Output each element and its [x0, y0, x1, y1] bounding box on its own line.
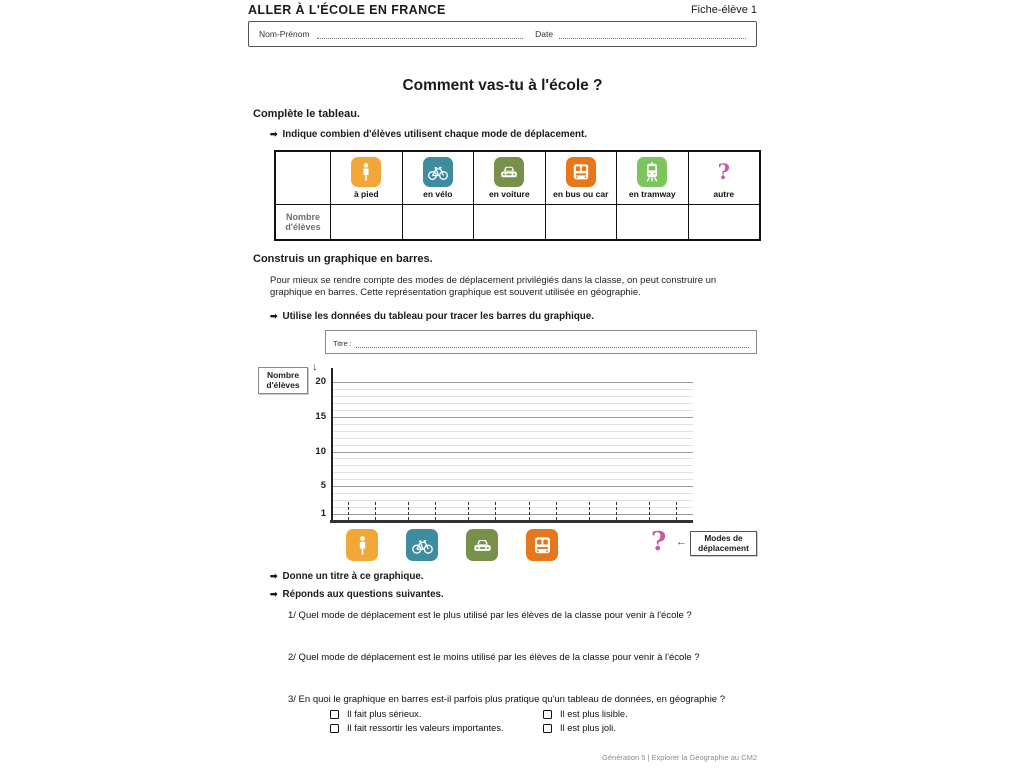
x-axis-line — [330, 520, 693, 523]
arrow-bullet-icon: ➡ — [270, 571, 278, 581]
footer-credit: Génération 5 | Explorer la Géographie au CM2 — [602, 753, 757, 762]
checkbox-icon[interactable] — [543, 724, 552, 733]
mode-label-autre: autre — [713, 189, 735, 199]
chart-bicycle-icon — [406, 529, 438, 561]
questions-bullet — [270, 589, 444, 600]
y-axis-line — [331, 368, 333, 522]
y-tick-5: 5 — [320, 480, 326, 491]
chart-instruction-text: Utilise les données du tableau pour tracer les barres du graphique. — [282, 311, 594, 322]
title-bullet — [270, 571, 424, 582]
table-header-tramway — [616, 152, 688, 204]
q3-option-label: Il est plus lisible. — [560, 709, 628, 719]
y-tick-15: 15 — [315, 411, 326, 422]
page-title: Comment vas-tu à l'école ? — [402, 77, 603, 94]
q3-option-serieux — [330, 709, 421, 719]
question-mark-icon: ? — [717, 159, 730, 184]
left-arrow-icon: ← — [676, 536, 687, 548]
sheet-label: Fiche-élève 1 — [690, 4, 757, 16]
y-axis-label-box: Nombre d'élèves — [258, 367, 308, 394]
chart-title-box[interactable] — [325, 330, 757, 354]
q3-option-valeurs — [330, 723, 504, 733]
mode-label-tramway: en tramway — [628, 189, 676, 199]
name-date-box — [248, 21, 757, 47]
bus-icon — [566, 157, 596, 187]
table-header-velo — [402, 152, 474, 204]
question-1: 1/ Quel mode de déplacement est le plus utilisé par les élèves de la classe pour venir à l'école ? — [288, 610, 692, 621]
date-label: Date — [535, 29, 554, 39]
chart-instruction — [270, 311, 594, 322]
y-tick-1: 1 — [320, 508, 326, 519]
checkbox-icon[interactable] — [330, 724, 339, 733]
y-tick-10: 10 — [315, 446, 326, 457]
arrow-bullet-icon: ➡ — [270, 311, 278, 321]
table-header-bus — [545, 152, 617, 204]
x-axis-label-box: Modes de déplacement — [690, 531, 757, 556]
arrow-bullet-icon: ➡ — [270, 589, 278, 599]
table-value-cell-bus[interactable] — [545, 204, 617, 239]
date-input-line[interactable] — [559, 29, 746, 39]
table-value-cell-voiture[interactable] — [473, 204, 545, 239]
question-3: 3/ En quoi le graphique en barres est-il parfois plus pratique qu'un tableau de données, en géographie ? — [288, 694, 726, 705]
chart-car-icon — [466, 529, 498, 561]
table-value-cell-apied[interactable] — [330, 204, 402, 239]
q3-option-label: Il est plus joli. — [560, 723, 616, 733]
car-icon — [494, 157, 524, 187]
table-corner-cell — [276, 152, 330, 204]
chart-bus-icon — [526, 529, 558, 561]
chart-explanation: Pour mieux se rendre compte des modes de déplacement privilégiés dans la classe, on peut construire un graphique en barres. Cette représentation graphique est souvent utilisée en géographie. — [270, 275, 717, 298]
table-header-voiture — [473, 152, 545, 204]
section-table-heading: Complète le tableau. — [253, 108, 360, 120]
table-value-cell-velo[interactable] — [402, 204, 474, 239]
mode-label-apied: à pied — [353, 189, 379, 199]
y-tick-20: 20 — [315, 376, 326, 387]
course-title: ALLER À L'ÉCOLE EN FRANCE — [248, 3, 446, 17]
titre-input-line[interactable] — [356, 338, 749, 348]
q3-option-lisible — [543, 709, 628, 719]
checkbox-icon[interactable] — [543, 710, 552, 719]
questions-bullet-text: Réponds aux questions suivantes. — [282, 589, 444, 600]
name-label: Nom-Prénom — [259, 29, 310, 39]
tram-icon — [637, 157, 667, 187]
q3-option-label: Il fait ressortir les valeurs importantes. — [347, 723, 504, 733]
chart-pedestrian-icon — [346, 529, 378, 561]
titre-label: Titre : — [333, 339, 352, 348]
table-header-row — [276, 152, 759, 204]
pedestrian-icon — [351, 157, 381, 187]
mode-label-voiture: en voiture — [488, 189, 530, 199]
row-label-nombre-eleves: Nombre d'élèves — [276, 204, 330, 239]
arrow-bullet-icon: ➡ — [270, 129, 278, 139]
title-bullet-text: Donne un titre à ce graphique. — [282, 571, 424, 582]
chart-question-mark-icon: ? — [651, 527, 667, 557]
mode-label-velo: en vélo — [423, 189, 453, 199]
q3-option-label: Il fait plus sérieux. — [347, 709, 422, 719]
q3-option-joli — [543, 723, 616, 733]
question-2: 2/ Quel mode de déplacement est le moins utilisé par les élèves de la classe pour venir à l'école ? — [288, 652, 700, 663]
section-chart-heading: Construis un graphique en barres. — [253, 253, 433, 265]
table-header-autre — [688, 152, 760, 204]
down-arrow-icon: ↓ — [312, 361, 318, 373]
table-value-cell-autre[interactable] — [688, 204, 760, 239]
table-value-cell-tramway[interactable] — [616, 204, 688, 239]
modes-table — [274, 150, 761, 241]
checkbox-icon[interactable] — [330, 710, 339, 719]
table-header-apied — [330, 152, 402, 204]
table-instruction-text: Indique combien d'élèves utilisent chaque mode de déplacement. — [282, 129, 588, 140]
mode-label-bus: en bus ou car — [553, 189, 609, 199]
table-value-row — [276, 204, 759, 239]
name-input-line[interactable] — [317, 29, 524, 39]
table-instruction — [270, 129, 587, 140]
bicycle-icon — [423, 157, 453, 187]
